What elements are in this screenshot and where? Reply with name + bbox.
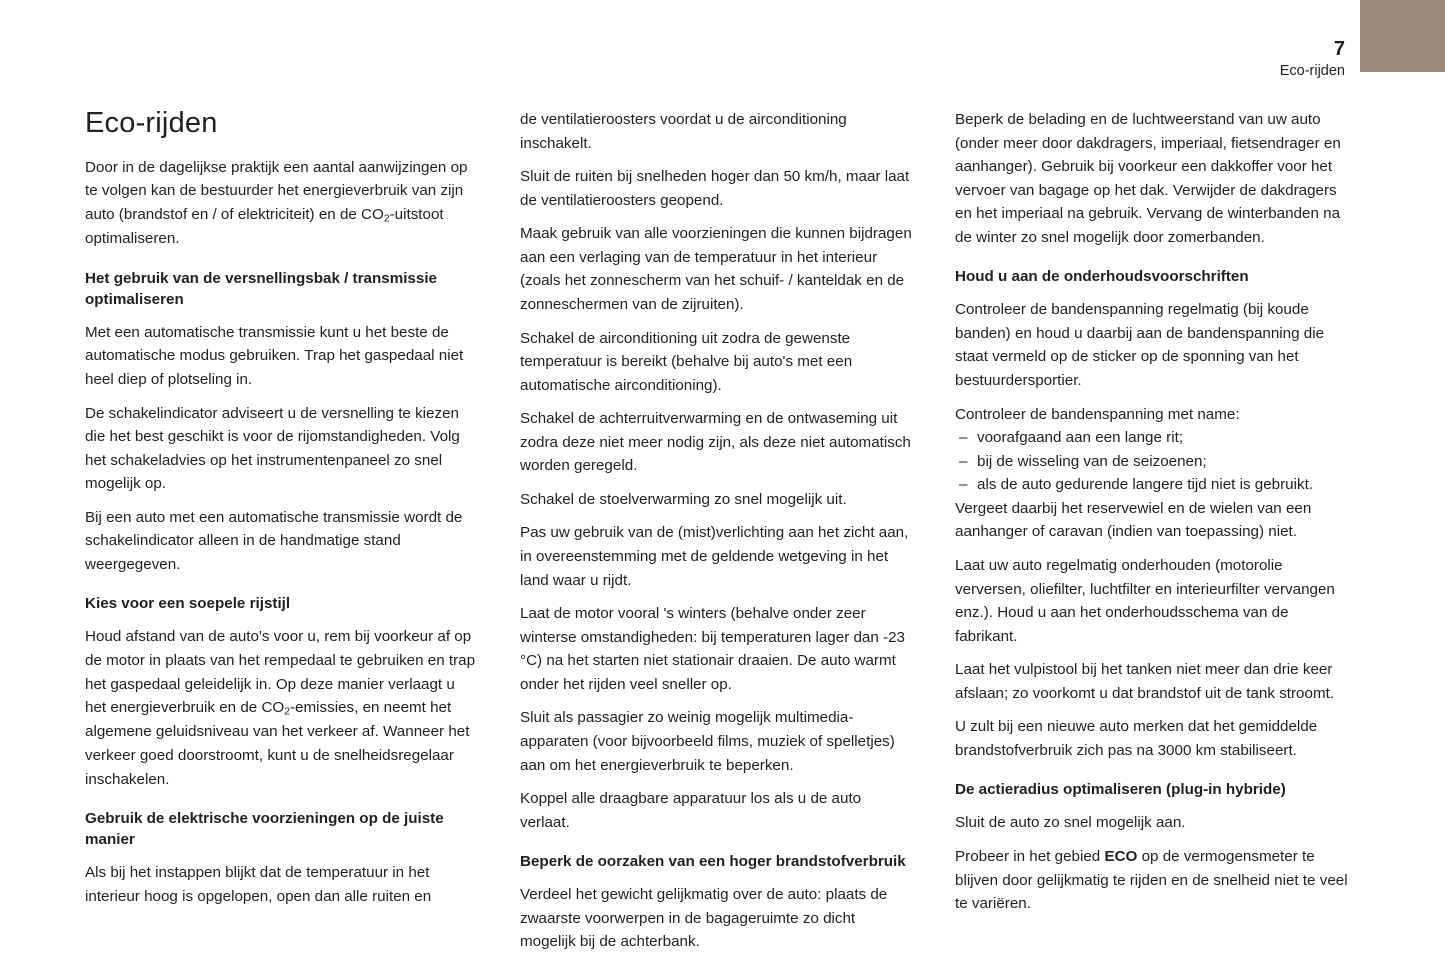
page-number: 7 bbox=[1333, 38, 1345, 60]
heading-rijstijl: Kies voor een soepele rijstijl bbox=[85, 595, 291, 613]
paragraph-c1-4: Houd afstand van de auto's voor u, rem bij voorkeur af op de motor in plaats van het rempedaal te gebruiken en trap het gaspedaal geleidelijk in. Op deze manier verlaagt u het energieverbruik en de $CO_2$-emissies, en neemt het algemene geluidsniveau van het verkeer af. Wanneer het verkeer goed doorstroomt, kunt u de snelheidsregelaar inschakelen. bbox=[85, 628, 476, 788]
paragraph-c3-3: Controleer de bandenspanning met name: bbox=[955, 405, 1240, 423]
list-item-label: voorafgaand aan een lange rit; bbox=[977, 429, 1184, 447]
paragraph-c2-10: Koppel alle draagbare apparatuur los als u de auto verlaat. bbox=[520, 790, 862, 831]
heading-onderhoudsvoorschriften: Houd u aan de onderhoudsvoorschriften bbox=[955, 268, 1249, 286]
dash-marker: – bbox=[959, 429, 968, 447]
paragraph-c3-8: Sluit de auto zo snel mogelijk aan. bbox=[955, 814, 1186, 832]
paragraph-c1-1: Met een automatische transmissie kunt u het beste de automatische modus gebruiken. Trap het gaspedaal niet heel diep of plotseling in. bbox=[85, 323, 464, 388]
paragraph-c1-5: Als bij het instappen blijkt dat de temperatuur in het interieur hoog is opgelopen, open dan alle ruiten en bbox=[85, 864, 432, 905]
paragraph-c2-11: Verdeel het gewicht gelijkmatig over de auto: plaats de zwaarste voorwerpen in de bagageruimte zo dicht mogelijk bij de achterbank. bbox=[520, 886, 888, 951]
list-item-label: bij de wisseling van de seizoenen; bbox=[977, 452, 1207, 470]
page-title: Eco-rijden bbox=[85, 107, 218, 139]
paragraph-c3-1: Beperk de belading en de luchtweerstand van uw auto (onder meer door dakdragers, imperiaal, fietsendrager en aanhanger). Gebruik bij voorkeur een dakkoffer voor het vervoer van bagage op het dak. Verwijder de dakdragers en het imperiaal na gebruik. Vervang de winterbanden na de winter zo snel mogelijk door zomerbanden. bbox=[955, 111, 1341, 246]
heading-actieradius: De actieradius optimaliseren (plug-in hybride) bbox=[955, 781, 1286, 799]
column-2 bbox=[520, 108, 915, 951]
list-item bbox=[955, 450, 1350, 474]
paragraph-c2-9: Sluit als passagier zo weinig mogelijk multimedia-apparaten (voor bijvoorbeeld films, muziek of spelletjes) aan om het energieverbruik te beperken. bbox=[520, 709, 895, 774]
bandenspanning-list bbox=[955, 426, 1350, 497]
dash-marker: – bbox=[959, 476, 968, 494]
paragraph-c1-3: Bij een auto met een automatische transmissie wordt de schakelindicator alleen in de handmatige stand weergegeven. bbox=[85, 508, 463, 573]
paragraph-c2-1: de ventilatieroosters voordat u de airconditioning inschakelt. bbox=[520, 111, 847, 152]
dash-marker: – bbox=[959, 452, 968, 470]
content-columns bbox=[85, 107, 1360, 951]
section-label: Eco-rijden bbox=[1279, 63, 1345, 79]
paragraph-c3-5: Laat uw auto regelmatig onderhouden (motorolie verversen, oliefilter, luchtfilter en interieurfilter vervangen enz.). Houd u aan het onderhoudsschema van de fabrikant. bbox=[955, 556, 1335, 645]
paragraph-c3-9 bbox=[955, 845, 1350, 916]
list-item bbox=[955, 473, 1350, 497]
eco-text-after: op de vermogensmeter te blijven door gelijkmatig te rijden en de snelheid niet te veel te variëren. bbox=[955, 848, 1348, 913]
paragraph-c3-4: Vergeet daarbij het reservewiel en de wielen van een aanhanger of caravan (indien van toepassing) niet. bbox=[955, 499, 1312, 541]
paragraph-c2-6: Schakel de stoelverwarming zo snel mogelijk uit. bbox=[520, 490, 847, 508]
paragraph-c3-2: Controleer de bandenspanning regelmatig (bij koude banden) en houd u daarbij aan de bandenspanning die staat vermeld op de sticker op de sponning van het bestuurdersportier. bbox=[955, 301, 1325, 390]
paragraph-c2-7: Pas uw gebruik van de (mist)verlichting aan het zicht aan, in overeenstemming met de geldende wetgeving in het land waar u rijdt. bbox=[520, 524, 909, 589]
paragraph-c3-7: U zult bij een nieuwe auto merken dat het gemiddelde brandstofverbruik zich pas na 3000 km stabiliseert. bbox=[955, 718, 1318, 759]
list-item-label: als de auto gedurende langere tijd niet is gebruikt. bbox=[977, 476, 1314, 494]
intro-paragraph bbox=[85, 156, 480, 251]
heading-elektrische-voorzieningen: Gebruik de elektrische voorzieningen op de juiste manier bbox=[85, 810, 444, 849]
eco-mode-label: ECO bbox=[1104, 848, 1138, 865]
column-3 bbox=[955, 108, 1350, 934]
paragraph-c2-8: Laat de motor vooral 's winters (behalve onder zeer winterse omstandigheden: bij temperaturen lager dan -23 °C) na het starten niet stationair draaien. De auto warmt onder het rijden veel sneller op. bbox=[520, 605, 905, 693]
paragraph-c3-6: Laat het vulpistool bij het tanken niet meer dan drie keer afslaan; zo voorkomt u dat brandstof uit de tank stroomt. bbox=[955, 661, 1335, 702]
heading-brandstofverbruik: Beperk de oorzaken van een hoger brandstofverbruik bbox=[520, 853, 906, 871]
intro-text: Door in de dagelijkse praktijk een aantal aanwijzingen op te volgen kan de bestuurder het energieverbruik van zijn auto (brandstof en / of elektriciteit) en de $CO_2$-uitstoot optimaliseren. bbox=[85, 158, 468, 248]
paragraph-c2-5: Schakel de achterruitverwarming en de ontwaseming uit zodra deze niet meer nodig zijn, als deze niet automatisch worden geregeld. bbox=[520, 410, 911, 475]
list-item bbox=[955, 426, 1350, 450]
page-header bbox=[1280, 38, 1345, 80]
paragraph-c1-2: De schakelindicator adviseert u de versnelling te kiezen die het best geschikt is voor de rijomstandigheden. Volg het schakeladvies op het instrumentenpaneel zo snel mogelijk op. bbox=[85, 404, 460, 493]
paragraph-c2-2: Sluit de ruiten bij snelheden hoger dan 50 km/h, maar laat de ventilatieroosters geopend. bbox=[520, 168, 910, 209]
heading-transmissie: Het gebruik van de versnellingsbak / transmissie optimaliseren bbox=[85, 269, 437, 308]
column-1 bbox=[85, 108, 480, 934]
page-corner-tab bbox=[1360, 0, 1445, 72]
paragraph-c2-4: Schakel de airconditioning uit zodra de gewenste temperatuur is bereikt (behalve bij auto's met een automatische airconditioning). bbox=[520, 329, 853, 394]
paragraph-c2-3: Maak gebruik van alle voorzieningen die kunnen bijdragen aan een verlaging van de temperatuur in het interieur (zoals het zonnescherm van het schuif- / kanteldak en de zonneschermen van de zijruiten). bbox=[520, 225, 912, 313]
eco-text-before: Probeer in het gebied bbox=[955, 848, 1105, 865]
